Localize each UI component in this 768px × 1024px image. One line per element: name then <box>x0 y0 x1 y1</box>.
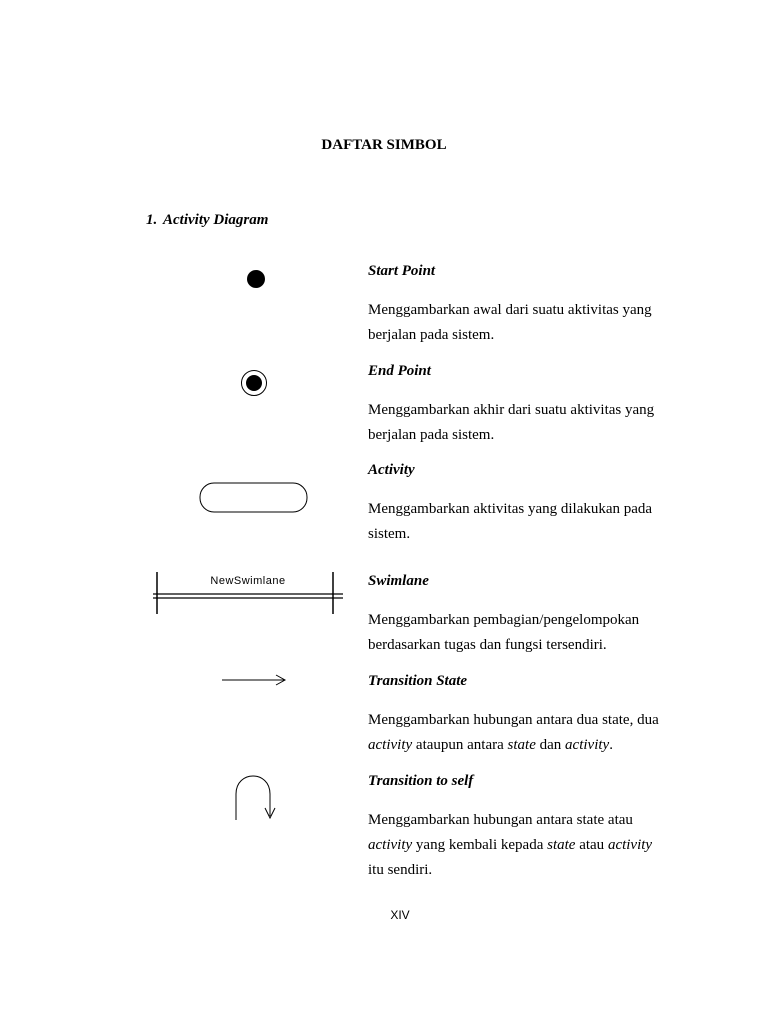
entry-name: Transition State <box>368 673 468 689</box>
section-number: 1. <box>146 212 158 228</box>
section-title: Activity Diagram <box>163 212 269 228</box>
description-text: yang kembali kepada <box>412 837 548 853</box>
entry-description <box>368 608 668 658</box>
description-text: . <box>609 737 613 753</box>
description-text: Menggambarkan aktivitas yang dilakukan pada sistem. <box>368 501 653 542</box>
italic-term: activity <box>368 737 413 753</box>
entry-swimlane <box>368 571 668 658</box>
description-text: atau <box>575 837 608 853</box>
italic-term: state <box>507 737 536 753</box>
self-transition-icon <box>230 772 280 824</box>
entry-end-point <box>368 361 668 448</box>
end-point-icon <box>240 369 268 397</box>
description-text: Menggambarkan hubungan antara dua state, dua <box>368 712 659 728</box>
entry-start-point <box>368 261 668 348</box>
description-text: Menggambarkan hubungan antara state atau <box>368 812 633 828</box>
description-text: dan <box>535 737 566 753</box>
description-text: Menggambarkan awal dari suatu aktivitas yang berjalan pada sistem. <box>368 302 652 343</box>
activity-icon <box>199 482 309 514</box>
entry-description <box>368 497 668 547</box>
italic-term: state <box>547 837 576 853</box>
start-point-icon <box>246 269 266 289</box>
entry-description <box>368 398 668 448</box>
italic-term: activity <box>368 837 413 853</box>
description-text: Menggambarkan akhir dari suatu aktivitas yang berjalan pada sistem. <box>368 402 655 443</box>
entry-name: Transition to self <box>368 773 474 789</box>
swimlane-label: NewSwimlane <box>210 575 286 587</box>
italic-term: activity <box>607 837 653 853</box>
entry-description <box>368 708 668 758</box>
entry-name: Start Point <box>368 263 436 279</box>
entry-name: Activity <box>368 462 415 478</box>
section-heading <box>146 212 268 229</box>
entry-activity <box>368 460 668 547</box>
page-number: XIV <box>390 908 410 922</box>
entry-description <box>368 808 668 883</box>
entry-transition-to-self <box>368 771 668 883</box>
description-text: ataupun antara <box>412 737 508 753</box>
transition-arrow-icon <box>221 673 289 687</box>
italic-term: activity <box>565 737 610 753</box>
page-title: DAFTAR SIMBOL <box>321 137 447 153</box>
entry-name: Swimlane <box>368 573 429 589</box>
swimlane-icon <box>150 570 346 616</box>
description-text: itu sendiri. <box>368 862 433 878</box>
entry-name: End Point <box>368 363 431 379</box>
entry-description <box>368 298 668 348</box>
description-text: Menggambarkan pembagian/pengelompokan berdasarkan tugas dan fungsi tersendiri. <box>368 612 640 653</box>
entry-transition-state <box>368 671 668 758</box>
